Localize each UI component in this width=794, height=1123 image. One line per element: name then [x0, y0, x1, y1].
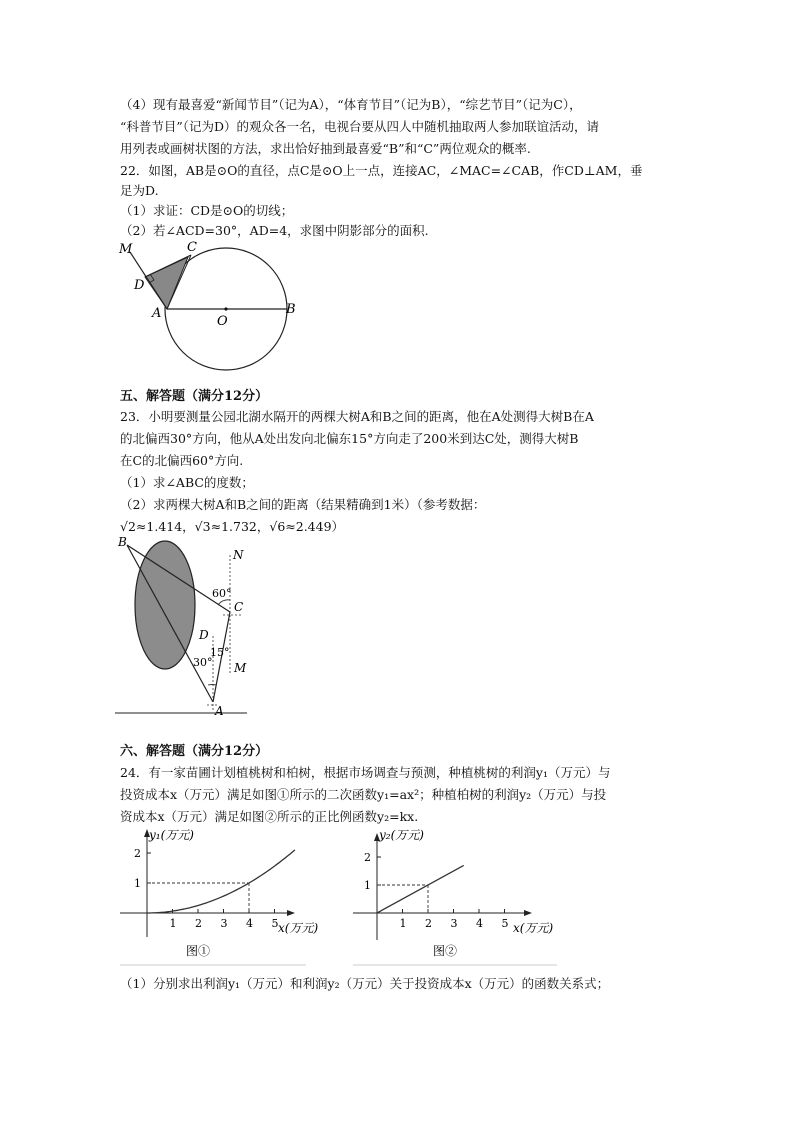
y-tick-label: 2 — [134, 847, 141, 860]
q23-line-1: 23．小明要测量公园北湖水隔开的两棵大树A和B之间的距离，他在A处测得大树B在A — [120, 409, 594, 424]
y-axis-label: y₂(万元) — [379, 828, 424, 842]
y-tick-label: 1 — [134, 877, 141, 890]
label-d: D — [134, 278, 145, 293]
q24-part-1: （1）分别求出利润y₁（万元）和利润y₂（万元）关于投资成本x（万元）的函数关系式； — [120, 976, 610, 991]
chart2-x-arrow — [524, 910, 532, 916]
label-30: 30° — [193, 656, 213, 669]
y-axis-label: y₁(万元) — [149, 828, 194, 842]
label-a: A — [152, 306, 162, 321]
q23-part-1: （1）求∠ABC的度数； — [120, 475, 254, 490]
label-a: A — [215, 704, 224, 718]
q22-line-1: 22．如图，AB是⊙O的直径，点C是⊙O上一点，连接AC，∠MAC=∠CAB，作CD⊥AM，垂 — [120, 163, 643, 178]
x-tick-label: 5 — [501, 917, 509, 930]
q24-line-1: 24．有一家苗圃计划植桃树和柏树，根据市场调查与预测，种植桃树的利润y₁（万元）与 — [120, 765, 611, 780]
x-tick-label: 2 — [195, 917, 202, 930]
label-b: B — [286, 302, 296, 317]
label-c: C — [234, 600, 244, 614]
label-15: 15° — [210, 646, 230, 659]
section-5-heading: 五、解答题（满分12分） — [120, 389, 269, 404]
label-c: C — [187, 240, 197, 255]
shaded-region — [145, 257, 188, 309]
q24-line-3: 资成本x（万元）满足如图②所示的正比例函数y₂=kx. — [120, 809, 419, 824]
q23-line-3: 在C的北偏西60°方向. — [120, 453, 244, 468]
center-point — [224, 307, 227, 310]
q23-reference-data: √2≈1.414，√3≈1.732，√6≈2.449） — [120, 519, 345, 534]
chart1-x-arrow — [287, 910, 295, 916]
q23-part-2: （2）求两棵大树A和B之间的距离（结果精确到1米）（参考数据： — [120, 497, 486, 512]
label-m: M — [119, 242, 133, 257]
q22-part-2: （2）若∠ACD=30°，AD=4，求图中阴影部分的面积. — [120, 223, 429, 238]
q22-part-1: （1）求证：CD是⊙O的切线； — [120, 203, 294, 218]
q22-line-2: 足为D. — [120, 183, 159, 198]
q22-circle-figure — [115, 240, 305, 370]
x-tick-label: 3 — [220, 917, 228, 930]
label-b: B — [118, 535, 127, 549]
x-axis-label: x(万元) — [278, 921, 319, 935]
label-o: O — [217, 314, 228, 329]
figure-caption: 图① — [186, 944, 211, 958]
label-60: 60° — [212, 587, 232, 600]
x-axis-label: x(万元) — [513, 921, 554, 935]
label-m: M — [234, 661, 247, 675]
q21-line-2: “科普节目”（记为D）的观众各一名，电视台要从四人中随机抽取两人参加联谊活动，请 — [120, 119, 600, 134]
x-tick-label: 1 — [399, 917, 407, 930]
series-line — [377, 865, 464, 913]
label-d: D — [199, 628, 209, 642]
chart-1-y1-quadratic — [118, 825, 319, 970]
q24-line-2: 投资成本x（万元）满足如图①所示的二次函数y₁=ax²；种植柏树的利润y₂（万元）与投 — [120, 787, 607, 802]
x-tick-label: 2 — [425, 917, 432, 930]
section-6-heading: 六、解答题（满分12分） — [120, 744, 269, 759]
x-tick-label: 4 — [246, 917, 253, 930]
x-tick-label: 3 — [450, 917, 458, 930]
q23-line-2: 的北偏西30°方向，他从A处出发向北偏东15°方向走了200米到达C处，测得大树B — [120, 431, 579, 446]
y-tick-label: 1 — [364, 879, 371, 892]
label-n: N — [233, 548, 244, 562]
lake — [135, 541, 195, 669]
chart-2-y2-linear — [345, 825, 560, 970]
q23-lake-figure — [115, 535, 255, 720]
x-tick-label: 1 — [169, 917, 177, 930]
angle-arc-c — [218, 600, 230, 605]
x-tick-label: 4 — [476, 917, 483, 930]
series-line — [147, 850, 295, 913]
y-tick-label: 2 — [364, 851, 371, 864]
q21-line-3: 用列表或画树状图的方法，求出恰好抽到最喜爱“B”和“C”两位观众的概率. — [120, 141, 531, 156]
q21-line-1: （4）现有最喜爱“新闻节目”（记为A），“体育节目”（记为B），“综艺节目”（记为C）， — [120, 97, 582, 112]
x-tick-label: 5 — [271, 917, 279, 930]
figure-caption: 图② — [433, 944, 458, 958]
